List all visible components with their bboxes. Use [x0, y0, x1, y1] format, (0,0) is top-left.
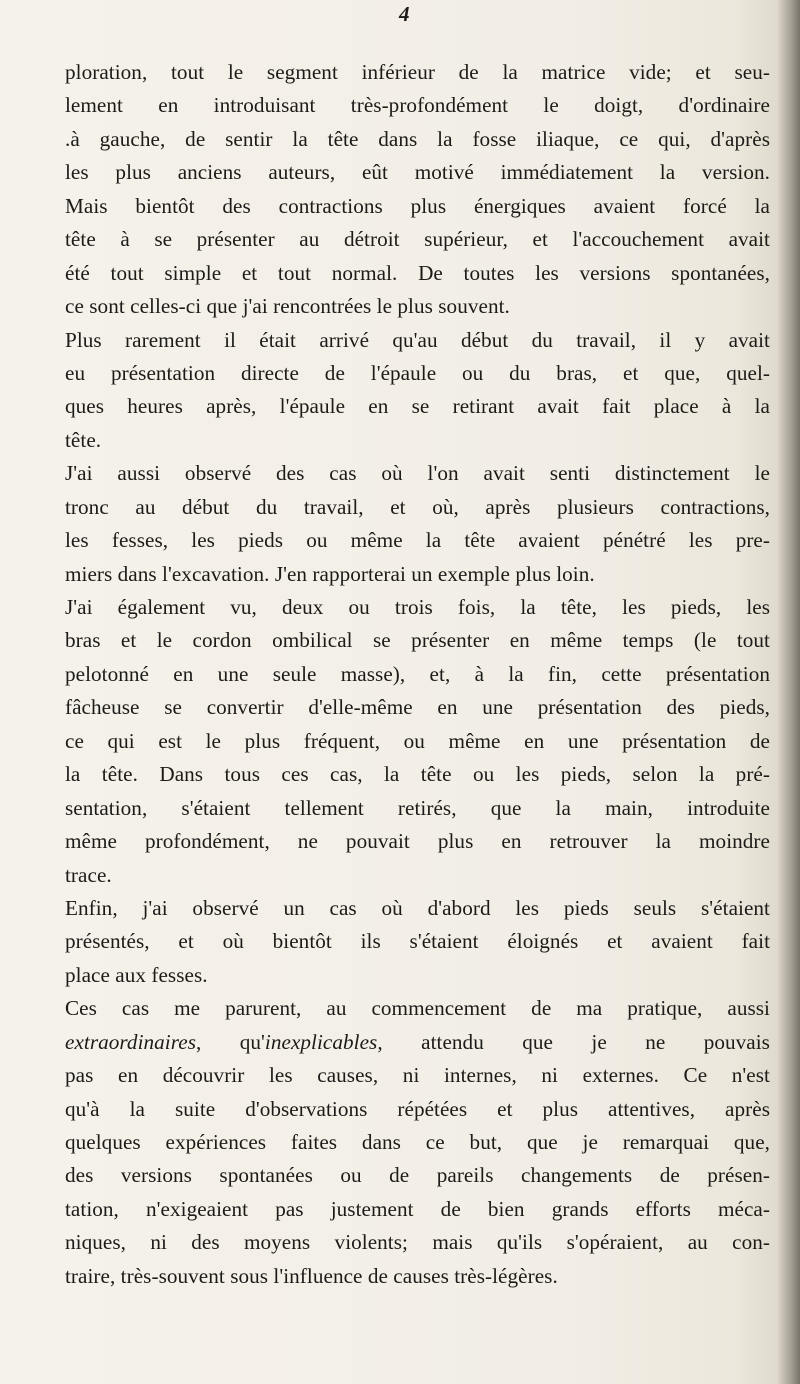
text-line: bras et le cordon ombilical se présenter en même temps (le tout: [65, 628, 770, 653]
text-line: sentation, s'étaient tellement retirés, que la main, introduite: [65, 795, 770, 820]
text-line: fâcheuse se convertir d'elle-même en une présentation des pieds,: [65, 695, 770, 720]
page-edge-shadow: [778, 0, 800, 1384]
text-line: Plus rarement il était arrivé qu'au début du travail, il y avait: [65, 327, 770, 352]
text-line: tête.: [65, 427, 102, 452]
text-line: niques, ni des moyens violents; mais qu'ils s'opéraient, au con-: [65, 1230, 770, 1255]
text-line: tronc au début du travail, et où, après plusieurs contractions,: [65, 494, 770, 519]
text-line: présentés, et où bientôt ils s'étaient éloignés et avaient fait: [65, 929, 770, 954]
text-line: des versions spontanées ou de pareils changements de présen-: [65, 1163, 770, 1188]
text-line: quelques expériences faites dans ce but, que je remarquai que,: [65, 1130, 770, 1154]
text-fragment: , attendu que je ne pouvais: [377, 1029, 770, 1054]
text-line: place aux fesses.: [65, 962, 208, 987]
text-line: Enfin, j'ai observé un cas où d'abord les pieds seuls s'étaient: [65, 895, 770, 920]
text-line: ploration, tout le segment inférieur de la matrice vide; et seu-: [65, 60, 770, 84]
text-line: J'ai également vu, deux ou trois fois, la tête, les pieds, les: [65, 595, 770, 619]
text-line: Mais bientôt des contractions plus énergiques avaient forcé la: [65, 193, 770, 218]
text-line: ques heures après, l'épaule en se retirant avait fait place à la: [65, 394, 770, 419]
text-fragment: , qu': [196, 1029, 265, 1054]
text-line: trace.: [65, 862, 112, 887]
text-line: tête à se présenter au détroit supérieur, et l'accouchement avait: [65, 227, 770, 252]
text-line: traire, très-souvent sous l'influence de causes très-légères.: [65, 1263, 558, 1288]
text-line: la tête. Dans tous ces cas, la tête ou les pieds, selon la pré-: [65, 762, 770, 787]
body-text: [65, 56, 770, 1293]
text-line: été tout simple et tout normal. De toutes les versions spontanées,: [65, 260, 770, 285]
text-line: J'ai aussi observé des cas où l'on avait senti distinctement le: [65, 461, 770, 486]
text-line: miers dans l'excavation. J'en rapporterai un exemple plus loin.: [65, 561, 595, 586]
text-line: eu présentation directe de l'épaule ou du bras, et que, quel-: [65, 360, 770, 385]
text-line: les fesses, les pieds ou même la tête avaient pénétré les pre-: [65, 528, 770, 553]
page-number: 4: [399, 2, 410, 26]
text-line: Ces cas me parurent, au commencement de ma pratique, aussi: [65, 996, 770, 1021]
text-line: .à gauche, de sentir la tête dans la fosse iliaque, ce qui, d'après: [65, 126, 770, 151]
text-line: les plus anciens auteurs, eût motivé immédiatement la version.: [65, 160, 770, 185]
text-line: ce qui est le plus fréquent, ou même en une présentation de: [65, 728, 770, 753]
italic-text: inexplicables: [264, 1029, 378, 1054]
text-line: tation, n'exigeaient pas justement de bien grands efforts méca-: [65, 1196, 770, 1221]
text-line: [65, 1026, 770, 1059]
text-line: pas en découvrir les causes, ni internes, ni externes. Ce n'est: [65, 1063, 770, 1088]
text-line: même profondément, ne pouvait plus en retrouver la moindre: [65, 829, 770, 854]
text-line: pelotonné en une seule masse), et, à la fin, cette présentation: [65, 661, 770, 686]
text-line: qu'à la suite d'observations répétées et plus attentives, après: [65, 1096, 770, 1121]
italic-text: extraordinaires: [65, 1029, 196, 1054]
text-line: ce sont celles-ci que j'ai rencontrées le plus souvent.: [65, 294, 510, 319]
text-line: lement en introduisant très-profondément le doigt, d'ordinaire: [65, 93, 770, 118]
